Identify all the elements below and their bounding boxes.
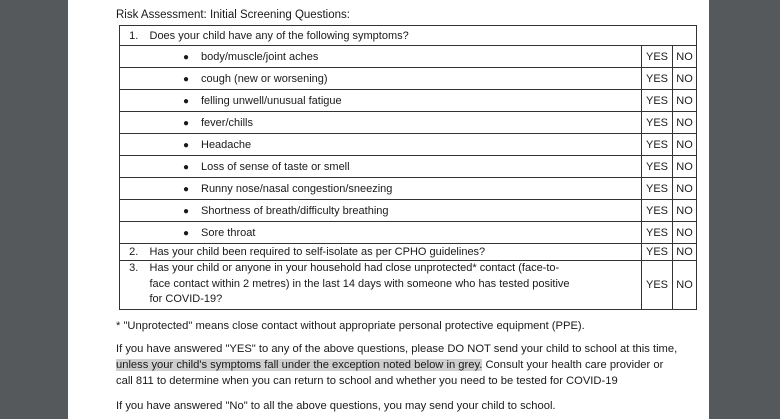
yes-line-1: If you have answered "YES" to any of the above questions, please DO NOT send your child to school at this time, (116, 343, 678, 355)
symptom-cell (120, 178, 642, 200)
symptom-label: Shortness of breath/difficulty breathing (201, 204, 389, 217)
question-number: 2. (120, 244, 148, 261)
no-option[interactable]: NO (673, 261, 697, 310)
yes-option[interactable]: YES (642, 244, 673, 261)
bullet-icon: ● (183, 205, 190, 217)
bullet-icon: ● (183, 183, 190, 195)
bullet-icon: ● (183, 51, 190, 63)
question-text-line: face contact within 2 metres) in the last 14 days with someone who has tested positive (149, 277, 570, 290)
no-option[interactable]: NO (673, 200, 697, 222)
yes-option[interactable]: YES (642, 112, 673, 134)
question-text-line: Has your child or anyone in your household had close unprotected* contact (face-to- (149, 262, 560, 274)
question-3-row (120, 261, 697, 310)
question-number: 1. (120, 26, 148, 46)
symptom-cell (120, 156, 642, 178)
yes-option[interactable]: YES (642, 46, 673, 68)
no-option[interactable]: NO (673, 112, 697, 134)
symptom-row (120, 200, 697, 222)
symptom-row (120, 68, 697, 90)
yes-option[interactable]: YES (642, 156, 673, 178)
yes-option[interactable]: YES (642, 134, 673, 156)
section-heading: Risk Assessment: Initial Screening Questions: (116, 9, 350, 21)
symptom-cell (120, 134, 642, 156)
no-option[interactable]: NO (673, 46, 697, 68)
no-option[interactable]: NO (673, 178, 697, 200)
no-option[interactable]: NO (673, 90, 697, 112)
footnote: * "Unprotected" means close contact without appropriate personal protective equipment (PPE). (116, 320, 585, 332)
symptom-cell (120, 222, 642, 244)
no-option[interactable]: NO (673, 244, 697, 261)
symptom-label: Runny nose/nasal congestion/sneezing (201, 182, 393, 195)
no-option[interactable]: NO (673, 68, 697, 90)
symptom-label: Sore throat (201, 226, 256, 239)
no-instructions: If you have answered "No" to all the above questions, you may send your child to school. (116, 400, 556, 412)
question-text: Does your child have any of the following symptoms? (148, 26, 697, 46)
symptom-row (120, 156, 697, 178)
no-option[interactable]: NO (673, 222, 697, 244)
symptom-cell (120, 90, 642, 112)
yes-line-2 (116, 357, 677, 373)
yes-option[interactable]: YES (642, 200, 673, 222)
question-2-row (120, 244, 697, 261)
yes-option[interactable]: YES (642, 68, 673, 90)
bullet-icon: ● (183, 161, 190, 173)
symptom-cell (120, 68, 642, 90)
symptom-row (120, 222, 697, 244)
bullet-icon: ● (183, 139, 190, 151)
bullet-icon: ● (183, 227, 190, 239)
yes-option[interactable]: YES (642, 178, 673, 200)
symptom-cell (120, 112, 642, 134)
yes-instructions (116, 341, 677, 389)
question-text (148, 261, 642, 310)
symptom-label: body/muscle/joint aches (201, 50, 319, 63)
symptom-row (120, 178, 697, 200)
symptom-label: fever/chills (201, 116, 253, 129)
question-1-row (120, 26, 697, 46)
yes-option[interactable]: YES (642, 222, 673, 244)
document-page (68, 0, 709, 419)
symptom-row (120, 90, 697, 112)
yes-option[interactable]: YES (642, 90, 673, 112)
no-option[interactable]: NO (673, 134, 697, 156)
yes-line-3: call 811 to determine when you can return to school and whether you need to be tested for COVID-19 (116, 375, 618, 387)
symptom-row (120, 112, 697, 134)
bullet-icon: ● (183, 95, 190, 107)
symptom-cell (120, 200, 642, 222)
yes-option[interactable]: YES (642, 261, 673, 310)
symptom-row (120, 134, 697, 156)
bullet-icon: ● (183, 73, 190, 85)
no-option[interactable]: NO (673, 156, 697, 178)
question-text: Has your child been required to self-isolate as per CPHO guidelines? (148, 244, 642, 261)
symptom-cell (120, 46, 642, 68)
symptom-label: felling unwell/unusual fatigue (201, 94, 342, 107)
question-text-line: for COVID-19? (149, 293, 223, 305)
bullet-icon: ● (183, 117, 190, 129)
symptom-row (120, 46, 697, 68)
symptom-label: cough (new or worsening) (201, 72, 328, 85)
question-number: 3. (120, 261, 148, 310)
screening-table (119, 25, 697, 310)
grey-exception-highlight: unless your child's symptoms fall under the exception noted below in grey. (116, 359, 483, 371)
symptom-label: Headache (201, 138, 252, 151)
symptom-label: Loss of sense of taste or smell (201, 160, 350, 173)
yes-line-2-rest: Consult your health care provider or (482, 359, 664, 371)
